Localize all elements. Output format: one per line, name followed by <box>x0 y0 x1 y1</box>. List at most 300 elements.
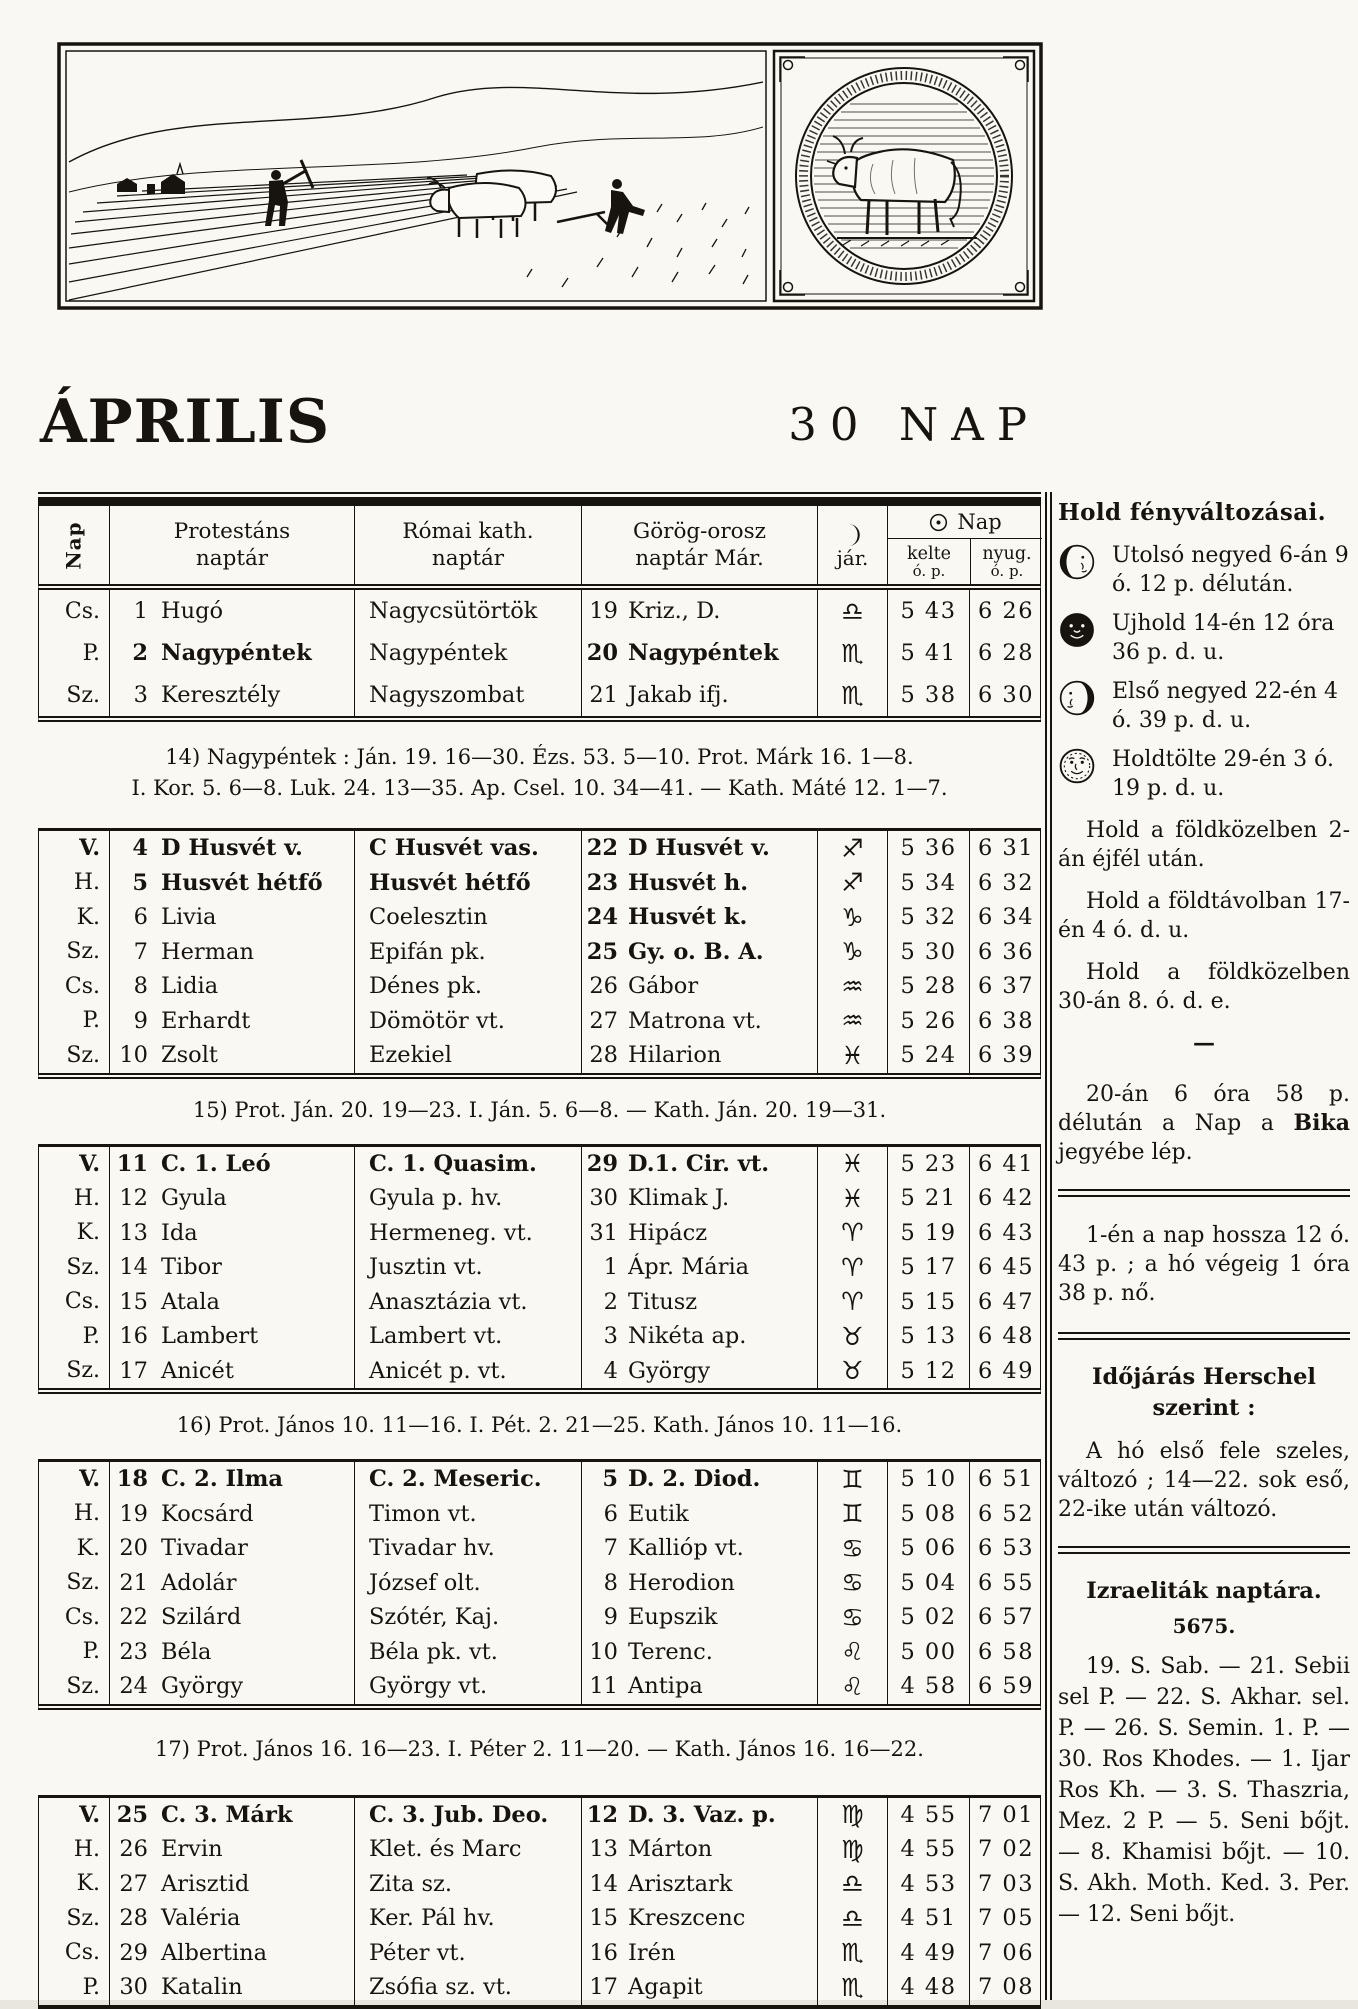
greek-orthodox-day-cell <box>581 1147 817 1182</box>
moon-sign-cell <box>817 1216 887 1251</box>
moon-perigee-note: Hold a földközelben 2-án éjfél után. <box>1058 818 1350 872</box>
calendar-day-row <box>39 1566 1040 1601</box>
sunrise-cell: 5 28 <box>887 969 969 1004</box>
calendar-week-rows <box>38 1795 1041 2009</box>
greek-day-number: 19 <box>589 598 618 624</box>
moon-sign-cell <box>817 1462 887 1497</box>
zodiac-scorpio-icon: ♏ <box>841 1972 864 2002</box>
weather-forecast-text: A hó első fele szeles, változó ; 14—22. sok eső, 22-ike után változó. <box>1058 1439 1350 1522</box>
greek-day-number: 24 <box>586 904 618 931</box>
weekday-cell: Sz. <box>66 1358 100 1384</box>
greek-day-number: 7 <box>603 1535 618 1562</box>
zodiac-scorpio-icon: ♏ <box>841 638 864 668</box>
zodiac-aries-icon: ♈ <box>841 1252 864 1282</box>
greek-name: Antipa <box>628 1673 703 1700</box>
zodiac-virgo-icon: ♍ <box>841 1834 864 1864</box>
moon-phase-text: Utolsó negyed 6-án 9 ó. 12 p. délután. <box>1112 543 1349 597</box>
note-line: 15) Prot. Ján. 20. 19—23. I. Ján. 5. 6—8. — Kath. Ján. 20. 19—31. <box>192 1097 887 1122</box>
weekday-cell: H. <box>73 1836 100 1862</box>
greek-orthodox-day-cell <box>581 1566 817 1601</box>
greek-orthodox-day-cell <box>581 1901 817 1936</box>
day-number: 5 <box>132 869 148 896</box>
protestant-day-cell <box>109 1970 354 2005</box>
protestant-name: Arisztid <box>161 1870 250 1897</box>
sunrise-cell: 5 43 <box>887 590 969 632</box>
sunrise-cell: 4 48 <box>887 1970 969 2005</box>
note-line: I. Kor. 5. 6—8. Luk. 24. 13—35. Ap. Csel. 10. 34—41. — Kath. Máté 12. 1—7. <box>131 776 948 800</box>
greek-name: Husvét k. <box>628 904 748 931</box>
protestant-name: Anicét <box>161 1357 234 1384</box>
moon-sign-cell <box>817 1147 887 1182</box>
greek-name: Titusz <box>628 1288 698 1315</box>
sunset-cell: 7 03 <box>969 1867 1042 1902</box>
moon-sign-cell <box>817 866 887 901</box>
sunrise-cell: 4 53 <box>887 1867 969 1902</box>
greek-day-number: 4 <box>603 1357 618 1384</box>
roman-catholic-day-cell: Dömötör vt. <box>354 1004 581 1039</box>
greek-orthodox-day-cell <box>581 1216 817 1251</box>
day-number: 22 <box>119 1604 148 1631</box>
greek-name: Agapit <box>628 1974 703 2001</box>
day-number: 19 <box>119 1500 148 1527</box>
sunset-cell: 6 59 <box>969 1669 1042 1704</box>
moon-sign-cell <box>817 969 887 1004</box>
calendar-week-rows <box>38 590 1041 722</box>
sun-column-header: Nap kelte ó. p. nyug. ó. p. <box>887 506 1042 584</box>
greek-name: Nagypéntek <box>628 640 779 666</box>
protestant-name: Ervin <box>161 1836 223 1863</box>
roman-catholic-day-cell: Nagycsütörtök <box>354 590 581 632</box>
day-number: 8 <box>133 973 148 1000</box>
header-top-bar <box>38 497 1041 506</box>
protestant-name: Tivadar <box>161 1535 248 1562</box>
sunrise-cell: 5 30 <box>887 935 969 970</box>
protestant-day-cell <box>109 1600 354 1635</box>
greek-name: Gábor <box>628 973 699 1000</box>
moon-phase-list <box>1058 541 1350 803</box>
calendar-day-row <box>39 969 1040 1004</box>
calendar-day-row <box>39 674 1040 716</box>
calendar-day-row <box>39 590 1040 632</box>
greek-day-number: 30 <box>589 1185 618 1212</box>
calendar-day-row <box>39 1285 1040 1320</box>
greek-day-number: 27 <box>589 1007 618 1034</box>
weekly-lesson-note <box>38 1394 1041 1459</box>
greek-name: Husvét h. <box>628 869 749 896</box>
greek-name: Ápr. Mária <box>628 1254 750 1281</box>
taurus-emblem <box>774 51 1034 301</box>
note-line: 14) Nagypéntek : Ján. 19. 16—30. Ézs. 53. 5—10. Prot. Márk 16. 1—8. <box>165 745 914 769</box>
protestant-name: C. 2. Ilma <box>161 1466 283 1493</box>
moon-sign-cell <box>817 674 887 716</box>
greek-name: György <box>628 1357 711 1384</box>
calendar-day-row <box>39 1867 1040 1902</box>
calendar-table <box>38 492 1041 2009</box>
calendar-day-row <box>39 1531 1040 1566</box>
moon-sign-cell <box>817 1319 887 1354</box>
day-number: 20 <box>119 1535 148 1562</box>
sunset-cell: 6 31 <box>969 831 1042 866</box>
greek-orthodox-day-cell <box>581 1038 817 1073</box>
greek-name: D Husvét v. <box>628 835 770 862</box>
calendar-day-row <box>39 1354 1040 1389</box>
greek-name: Arisztark <box>628 1870 733 1897</box>
protestant-name: Albertina <box>161 1939 268 1966</box>
jewish-calendar-text: 19. S. Sab. — 21. Sebii sel P. — 22. S. Akhar. sel. P. — 26. S. Semin. 1. P. — 30. Ros Khodes. — 1. Ijar Ros Kh. — 3. S. Thaszria, Mez. 2 P. — 5. Seni bőjt. — 8. Khamisi bőjt. — 10. S. Akh. Moth. Ked. 3. Per. — 12. Seni bőjt. <box>1058 1654 1350 1927</box>
sidebar-divider <box>1058 1189 1350 1197</box>
day-number: 29 <box>119 1939 148 1966</box>
sunset-cell: 6 41 <box>969 1147 1042 1182</box>
roman-catholic-day-cell: Szótér, Kaj. <box>354 1600 581 1635</box>
calendar-table-header <box>38 492 1041 590</box>
day-number: 9 <box>133 1007 148 1034</box>
sunset-column-header: nyug. ó. p. <box>970 539 1043 584</box>
greek-orthodox-day-cell <box>581 1936 817 1971</box>
day-number: 21 <box>119 1569 148 1596</box>
weekday-cell: K. <box>76 1220 100 1246</box>
moon-sign-cell <box>817 1566 887 1601</box>
moon-sign-cell <box>817 1600 887 1635</box>
sunrise-cell: 5 04 <box>887 1566 969 1601</box>
greek-name: Matrona vt. <box>628 1007 762 1034</box>
greek-orthodox-day-cell <box>581 1635 817 1670</box>
protestant-day-cell <box>109 1004 354 1039</box>
sunrise-cell: 5 17 <box>887 1250 969 1285</box>
sunset-cell: 6 39 <box>969 1038 1042 1073</box>
protestant-day-cell <box>109 1250 354 1285</box>
protestant-day-cell <box>109 969 354 1004</box>
weekday-cell: P. <box>82 1008 100 1034</box>
day-number: 2 <box>132 640 148 666</box>
calendar-week-block <box>38 1459 1041 1795</box>
weekday-cell: Sz. <box>66 1254 100 1280</box>
protestant-day-cell <box>109 632 354 674</box>
moon-phase-item <box>1058 677 1350 735</box>
zodiac-aquarius-icon: ♒ <box>841 971 864 1001</box>
weekday-cell: Cs. <box>64 1940 100 1966</box>
moon-perigee-note-2: Hold a földközelben 30-án 8. ó. d. e. <box>1058 960 1350 1014</box>
calendar-day-row <box>39 866 1040 901</box>
note-line: 16) Prot. János 10. 11—16. I. Pét. 2. 21—25. Kath. János 10. 11—16. <box>176 1413 903 1437</box>
zodiac-taurus-icon: ♉ <box>841 1356 864 1386</box>
moon-sign-cell <box>817 1936 887 1971</box>
weekday-cell: Sz. <box>66 1042 100 1068</box>
day-number: 13 <box>119 1219 148 1246</box>
calendar-day-row <box>39 1832 1040 1867</box>
moon-phase-text: Holdtölte 29-én 3 ó. 19 p. d. u. <box>1112 747 1334 801</box>
greek-day-number: 29 <box>586 1150 618 1177</box>
protestant-day-cell <box>109 1832 354 1867</box>
crescent-moon-icon <box>842 522 864 548</box>
zodiac-cancer-icon: ♋ <box>841 1602 864 1632</box>
sunrise-cell: 4 49 <box>887 1936 969 1971</box>
zodiac-sagittarius-icon: ♐ <box>841 868 864 898</box>
calendar-day-row <box>39 632 1040 674</box>
greek-name: Eutik <box>628 1500 689 1527</box>
greek-day-number: 31 <box>589 1219 618 1246</box>
greek-name: Gy. o. B. A. <box>628 938 764 965</box>
protestant-name: Lambert <box>161 1323 259 1350</box>
sunrise-cell: 5 24 <box>887 1038 969 1073</box>
title-row <box>40 387 1040 457</box>
greek-name: Herodion <box>628 1569 735 1596</box>
calendar-day-row <box>39 1936 1040 1971</box>
calendar-day-row <box>39 1970 1040 2005</box>
greek-day-number: 12 <box>586 1801 618 1828</box>
sun-sign-entry-note: 20-án 6 óra 58 p. délután a Nap a Bika jegyébe lép. <box>1058 1082 1350 1165</box>
greek-day-number: 16 <box>589 1939 618 1966</box>
protestant-day-cell <box>109 1901 354 1936</box>
greek-day-number: 1 <box>603 1254 618 1281</box>
moon-phase-text: Első negyed 22-én 4 ó. 39 p. d. u. <box>1112 679 1339 733</box>
greek-orthodox-day-cell <box>581 1531 817 1566</box>
zodiac-capricorn-icon: ♑ <box>841 937 864 967</box>
greek-orthodox-day-cell <box>581 1181 817 1216</box>
roman-catholic-day-cell: Zsófia sz. vt. <box>354 1970 581 2005</box>
roman-catholic-day-cell: Husvét hétfő <box>354 866 581 901</box>
greek-name: D. 3. Vaz. p. <box>628 1801 776 1828</box>
sunset-cell: 6 51 <box>969 1462 1042 1497</box>
protestant-name: C. 3. Márk <box>161 1801 293 1828</box>
roman-catholic-day-cell: Zita sz. <box>354 1867 581 1902</box>
protestant-day-cell <box>109 1669 354 1704</box>
roman-catholic-day-cell: Coelesztin <box>354 900 581 935</box>
moon-sign-cell <box>817 1970 887 2005</box>
protestant-day-cell <box>109 1285 354 1320</box>
weekly-lesson-note <box>38 1710 1041 1795</box>
protestant-name: Livia <box>161 904 217 931</box>
moon-sign-cell <box>817 1181 887 1216</box>
page-title: ÁPRILIS <box>40 387 331 457</box>
protestant-day-cell <box>109 1216 354 1251</box>
greek-day-number: 26 <box>589 973 618 1000</box>
sunrise-cell: 4 58 <box>887 1669 969 1704</box>
protestant-day-cell <box>109 1531 354 1566</box>
sunrise-cell: 5 26 <box>887 1004 969 1039</box>
greek-orthodox-day-cell <box>581 1354 817 1389</box>
calendar-day-row <box>39 1497 1040 1532</box>
calendar-day-row <box>39 935 1040 970</box>
roman-catholic-day-cell: Jusztin vt. <box>354 1250 581 1285</box>
roman-catholic-day-cell: György vt. <box>354 1669 581 1704</box>
sunset-cell: 6 47 <box>969 1285 1042 1320</box>
day-number: 17 <box>119 1357 148 1384</box>
moon-apogee-note: Hold a földtávolban 17-én 4 ó. d. u. <box>1058 889 1350 943</box>
jewish-calendar-year: 5675. <box>1172 1614 1236 1638</box>
zodiac-libra-icon: ♎ <box>841 1903 864 1933</box>
moon-phase-item <box>1058 541 1350 599</box>
greek-name: Jakab ifj. <box>628 682 729 708</box>
zodiac-leo-icon: ♌ <box>841 1637 864 1667</box>
protestant-name: Béla <box>161 1638 212 1665</box>
day-number: 23 <box>119 1638 148 1665</box>
sunrise-cell: 5 08 <box>887 1497 969 1532</box>
greek-name: Kallióp vt. <box>628 1535 744 1562</box>
calendar-weeks <box>38 590 1041 2009</box>
zodiac-libra-icon: ♎ <box>841 596 864 626</box>
full-moon-icon <box>1058 745 1102 803</box>
moon-sign-cell <box>817 1867 887 1902</box>
protestant-name: Zsolt <box>161 1042 218 1069</box>
protestant-day-cell <box>109 866 354 901</box>
roman-catholic-day-cell: Nagypéntek <box>354 632 581 674</box>
calendar-day-row <box>39 831 1040 866</box>
calendar-week-rows <box>38 828 1041 1079</box>
zodiac-pisces-icon: ♓ <box>841 1183 864 1213</box>
sunrise-cell: 5 34 <box>887 866 969 901</box>
sunrise-cell: 5 00 <box>887 1635 969 1670</box>
day-number: 15 <box>119 1288 148 1315</box>
protestant-day-cell <box>109 1936 354 1971</box>
weekday-cell: Cs. <box>64 1604 100 1630</box>
sunset-cell: 6 37 <box>969 969 1042 1004</box>
calendar-day-row <box>39 1250 1040 1285</box>
sunset-cell: 6 36 <box>969 935 1042 970</box>
greek-orthodox-day-cell <box>581 590 817 632</box>
greek-day-number: 20 <box>586 640 618 666</box>
protestant-name: Atala <box>161 1288 220 1315</box>
weekday-cell: K. <box>76 1871 100 1897</box>
moon-phase-item <box>1058 745 1350 803</box>
roman-catholic-day-cell: C. 2. Meseric. <box>354 1462 581 1497</box>
sunrise-cell: 4 51 <box>887 1901 969 1936</box>
sunrise-column-header: kelte ó. p. <box>907 543 951 580</box>
sunrise-cell: 5 23 <box>887 1147 969 1182</box>
protestant-name: Husvét hétfő <box>161 869 323 896</box>
weekday-cell: Sz. <box>66 1905 100 1931</box>
protestant-day-cell <box>109 1038 354 1073</box>
protestant-name: Valéria <box>161 1905 241 1932</box>
protestant-day-cell <box>109 831 354 866</box>
calendar-week-rows <box>38 1144 1041 1395</box>
weekday-cell: Cs. <box>64 598 100 624</box>
day-column-header: Nap <box>61 520 86 570</box>
day-length-note: 1-én a nap hossza 12 ó. 43 p. ; a hó végeig 1 óra 38 p. nő. <box>1058 1223 1350 1306</box>
zodiac-sagittarius-icon: ♐ <box>841 833 864 863</box>
sunset-cell: 7 02 <box>969 1832 1042 1867</box>
first-quarter-moon-icon <box>1058 677 1102 735</box>
greek-orthodox-day-cell <box>581 674 817 716</box>
greek-name: Eupszik <box>628 1604 718 1631</box>
greek-name: Hilarion <box>628 1042 722 1069</box>
weekday-cell: Cs. <box>64 973 100 999</box>
greek-name: Kriz., D. <box>628 598 721 624</box>
sunrise-cell: 4 55 <box>887 1798 969 1833</box>
day-number: 7 <box>133 938 148 965</box>
calendar-week-block <box>38 1795 1041 2009</box>
moon-sign-cell <box>817 1285 887 1320</box>
weekday-cell: H. <box>73 1501 100 1527</box>
calendar-week-block <box>38 1144 1041 1460</box>
weather-section-title: Időjárás Herschel szerint : <box>1092 1364 1316 1421</box>
greek-orthodox-day-cell <box>581 1832 817 1867</box>
moon-sign-cell <box>817 1354 887 1389</box>
calendar-week-block <box>38 590 1041 828</box>
zodiac-capricorn-icon: ♑ <box>841 902 864 932</box>
greek-orthodox-column-header: Görög-orosz naptár Már. <box>581 506 817 584</box>
protestant-day-cell <box>109 1798 354 1833</box>
day-number: 18 <box>116 1466 148 1493</box>
last-quarter-moon-icon <box>1058 541 1102 599</box>
greek-day-number: 21 <box>589 682 618 708</box>
weekday-cell: Sz. <box>66 939 100 965</box>
calendar-week-block <box>38 828 1041 1144</box>
greek-name: Irén <box>628 1939 676 1966</box>
day-number: 26 <box>119 1836 148 1863</box>
zodiac-scorpio-icon: ♏ <box>841 1938 864 1968</box>
sunset-cell: 6 55 <box>969 1566 1042 1601</box>
sunrise-cell: 5 10 <box>887 1462 969 1497</box>
calendar-day-row <box>39 1901 1040 1936</box>
sunrise-cell: 5 38 <box>887 674 969 716</box>
protestant-day-cell <box>109 590 354 632</box>
protestant-name: Szilárd <box>161 1604 242 1631</box>
weekday-cell: V. <box>79 1801 100 1828</box>
day-number: 4 <box>132 835 148 862</box>
greek-day-number: 17 <box>589 1974 618 2001</box>
roman-catholic-day-cell: Anicét p. vt. <box>354 1354 581 1389</box>
weekly-lesson-note <box>38 1079 1041 1144</box>
greek-orthodox-day-cell <box>581 1970 817 2005</box>
calendar-day-row <box>39 1038 1040 1073</box>
protestant-day-cell <box>109 1867 354 1902</box>
sunset-cell: 6 58 <box>969 1635 1042 1670</box>
weekday-cell: P. <box>82 1639 100 1665</box>
greek-orthodox-day-cell <box>581 632 817 674</box>
weekday-cell: H. <box>73 1185 100 1211</box>
protestant-name: C. 1. Leó <box>161 1150 271 1177</box>
sunset-cell: 6 45 <box>969 1250 1042 1285</box>
weekday-cell: K. <box>76 1535 100 1561</box>
protestant-day-cell <box>109 1635 354 1670</box>
sunset-cell: 6 32 <box>969 866 1042 901</box>
calendar-day-row <box>39 1798 1040 1833</box>
moon-sign-cell <box>817 1832 887 1867</box>
day-number: 27 <box>119 1870 148 1897</box>
zodiac-pisces-icon: ♓ <box>841 1149 864 1179</box>
header-illustration <box>57 42 1043 314</box>
sunset-cell: 6 28 <box>969 632 1042 674</box>
roman-catholic-day-cell: Gyula p. hv. <box>354 1181 581 1216</box>
weekly-lesson-note <box>38 722 1041 828</box>
sunset-cell: 6 26 <box>969 590 1042 632</box>
zodiac-name-bold: Bika <box>1293 1110 1350 1136</box>
sunrise-cell: 5 06 <box>887 1531 969 1566</box>
greek-orthodox-day-cell <box>581 935 817 970</box>
moon-sign-cell <box>817 1531 887 1566</box>
roman-catholic-day-cell: C Husvét vas. <box>354 831 581 866</box>
greek-name: D. 2. Diod. <box>628 1466 761 1493</box>
greek-day-number: 25 <box>586 938 618 965</box>
protestant-name: Lidia <box>161 973 219 1000</box>
calendar-day-row <box>39 900 1040 935</box>
protestant-name: Keresztély <box>161 682 281 708</box>
greek-orthodox-day-cell <box>581 1285 817 1320</box>
calendar-day-row <box>39 1216 1040 1251</box>
roman-catholic-day-cell: Dénes pk. <box>354 969 581 1004</box>
roman-catholic-column-header: Római kath. naptár <box>354 506 581 584</box>
note-line: 17) Prot. János 16. 16—23. I. Péter 2. 11—20. — Kath. János 16. 16—22. <box>155 1736 924 1761</box>
zodiac-pisces-icon: ♓ <box>841 1040 864 1070</box>
sunset-cell: 6 57 <box>969 1600 1042 1635</box>
protestant-day-cell <box>109 1319 354 1354</box>
greek-day-number: 22 <box>586 835 618 862</box>
greek-day-number: 23 <box>586 869 618 896</box>
calendar-day-row <box>39 1600 1040 1635</box>
greek-orthodox-day-cell <box>581 1867 817 1902</box>
moon-sign-cell <box>817 1038 887 1073</box>
sidebar <box>1058 496 1350 1930</box>
